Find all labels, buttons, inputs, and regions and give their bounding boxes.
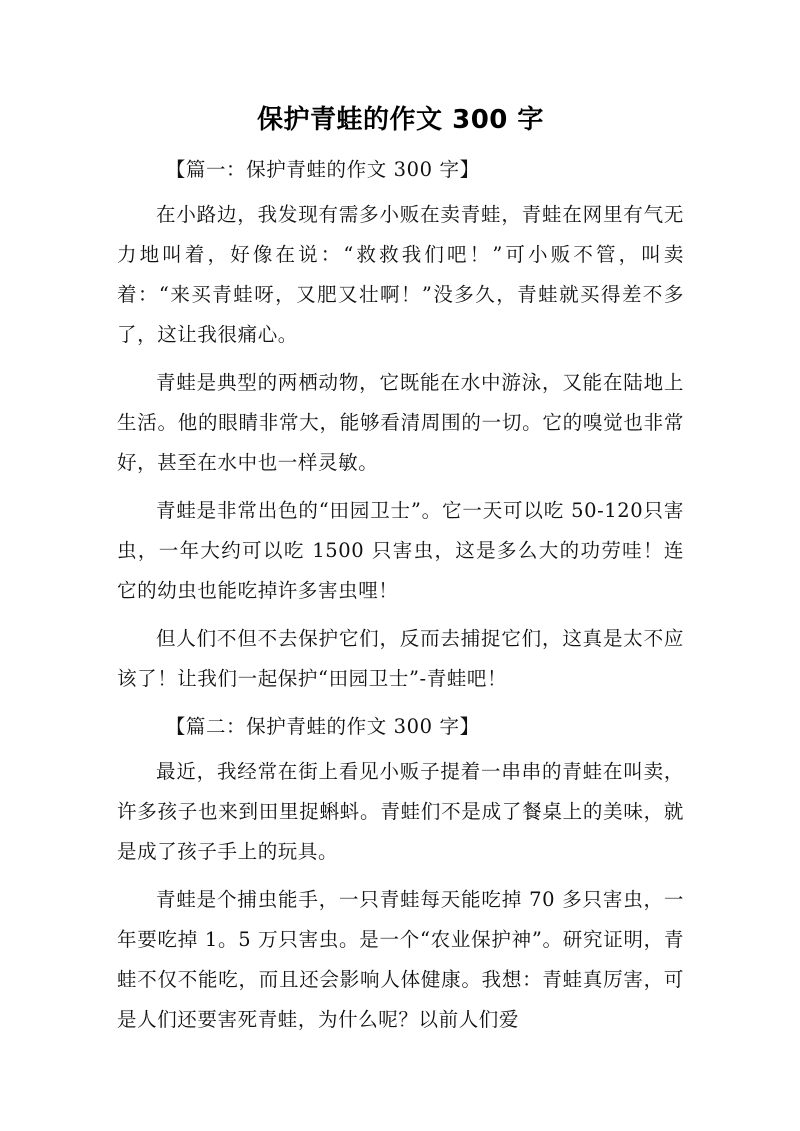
section-1-heading: 【篇一：保护青蛙的作文 300 字】 — [165, 158, 480, 181]
section-1-paragraph-1: 在小路边，我发现有需多小贩在卖青蛙，青蛙在网里有气无力地叫着，好像在说：“救救我们吧！”可小贩不管，叫卖着：“来买青蛙呀，又肥又壮啊！”没多久，青蛙就买得差不多了，这让我很痛心。 — [117, 203, 684, 346]
section-1 — [117, 150, 684, 699]
section-2-paragraph-1: 最近，我经常在街上看见小贩子提着一串串的青蛙在叫卖，许多孩子也来到田里捉蝌蚪。青蛙们不是成了餐桌上的美味，就是成了孩子手上的玩具。 — [117, 760, 684, 863]
section-2 — [117, 707, 684, 1040]
section-1-paragraph-4: 但人们不但不去保护它们，反而去捕捉它们，这真是太不应该了！让我们一起保护“田园卫士”-青蛙吧！ — [117, 627, 684, 690]
section-1-paragraph-3: 青蛙是非常出色的“田园卫士”。它一天可以吃 50-120只害虫，一年大约可以吃 1500 只害虫，这是多么大的功劳哇！连它的幼虫也能吃掉许多害虫哩！ — [117, 499, 684, 602]
section-1-paragraph-2: 青蛙是典型的两栖动物，它既能在水中游泳，又能在陆地上生活。他的眼睛非常大，能够看清周围的一切。它的嗅觉也非常好，甚至在水中也一样灵敏。 — [117, 371, 684, 474]
section-2-heading: 【篇二：保护青蛙的作文 300 字】 — [165, 715, 480, 738]
section-2-paragraph-2: 青蛙是个捕虫能手，一只青蛙每天能吃掉 70 多只害虫，一年要吃掉 1。5 万只害虫。是一个“农业保护神”。研究证明，青蛙不仅不能吃，而且还会影响人体健康。我想：青蛙真厉害，可是人们还要害死青蛙，为什么呢？以前人们爱 — [117, 888, 684, 1031]
document-title: 保护青蛙的作文 300 字 — [257, 105, 544, 135]
